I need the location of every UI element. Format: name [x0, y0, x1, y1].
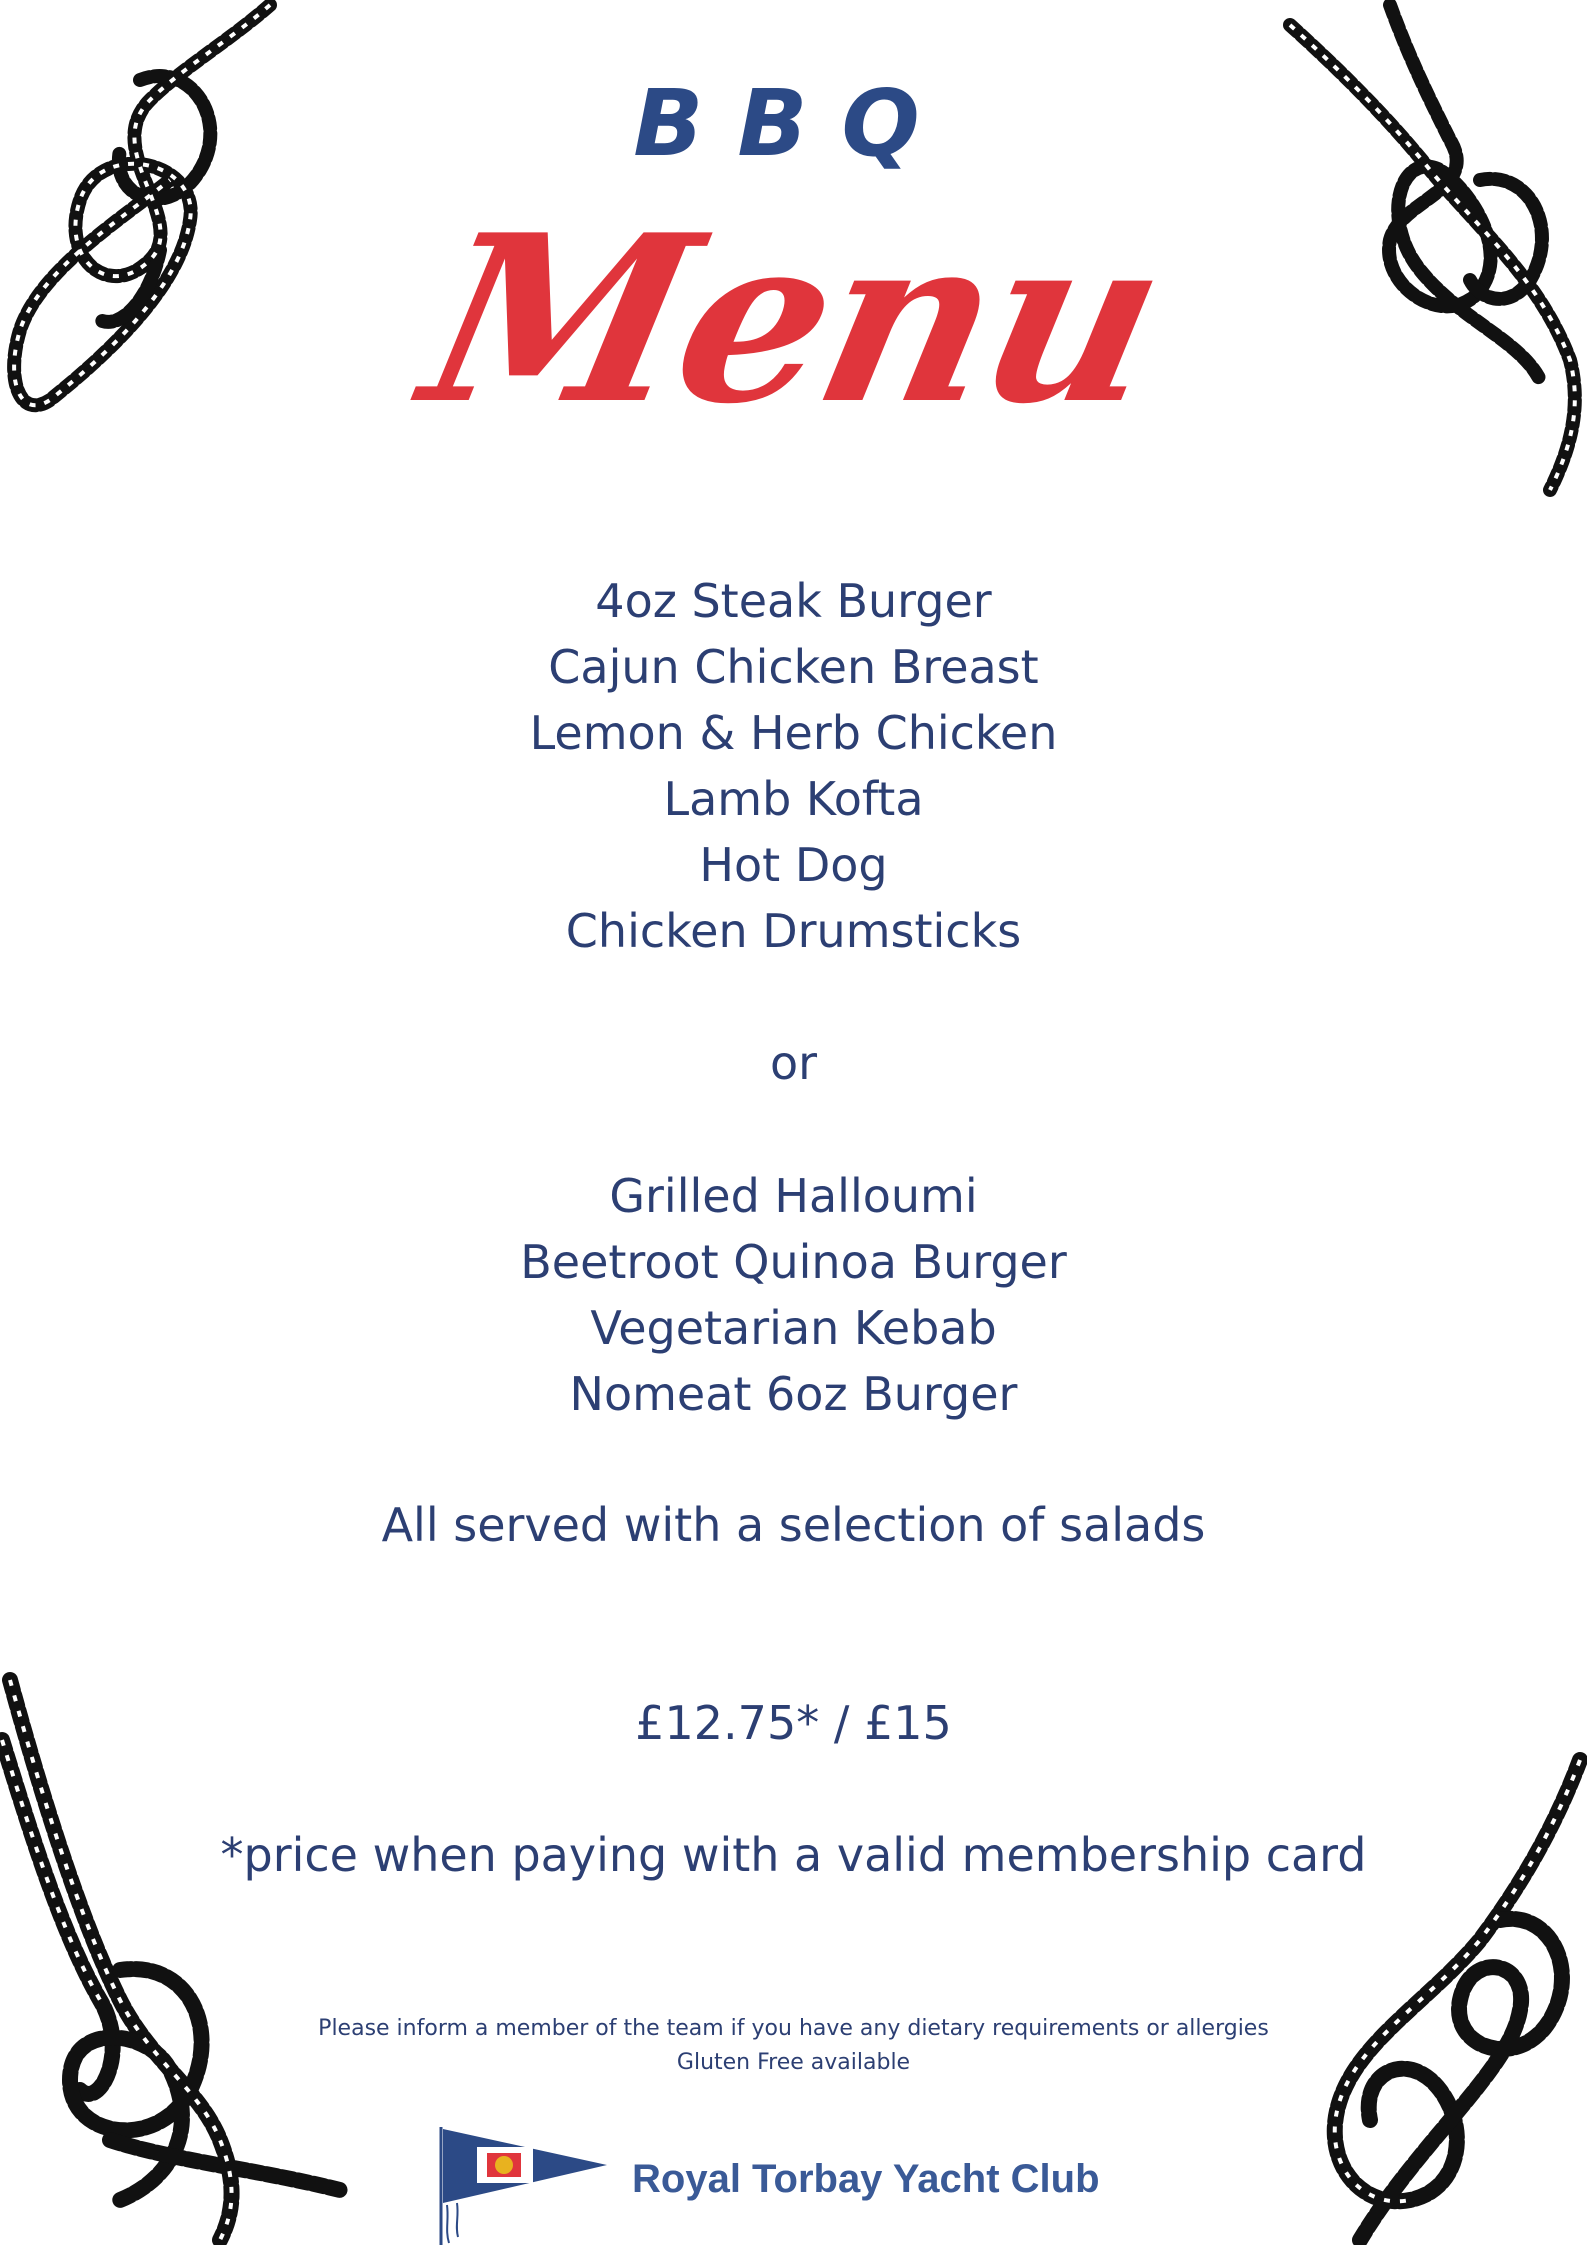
list-item: Beetroot Quinoa Burger: [520, 1235, 1067, 1289]
burgee-flag-icon: [437, 2125, 617, 2249]
allergy-note: Please inform a member of the team if you have any dietary requirements or allergies: [318, 2016, 1269, 2041]
list-item: Lamb Kofta: [663, 772, 924, 826]
meat-items-list: [0, 568, 1587, 964]
gluten-free-note: Gluten Free available: [676, 2050, 911, 2075]
list-item: Chicken Drumsticks: [565, 904, 1022, 958]
list-item: 4oz Steak Burger: [595, 574, 992, 628]
list-item: Nomeat 6oz Burger: [569, 1367, 1018, 1421]
rope-knot-bottom-left-icon: [0, 1670, 350, 2245]
list-item: Grilled Halloumi: [609, 1169, 978, 1223]
bbq-heading: BBQ: [633, 70, 954, 177]
list-item: Cajun Chicken Breast: [548, 640, 1039, 694]
club-logo: [437, 2125, 1157, 2245]
or-separator: or: [769, 1036, 818, 1090]
rope-knot-bottom-right-icon: [1300, 1740, 1587, 2245]
menu-script-heading: Menu: [405, 185, 1182, 455]
price: £12.75* / £15: [635, 1696, 952, 1750]
list-item: Hot Dog: [699, 838, 888, 892]
price-footnote: *price when paying with a valid membership card: [220, 1828, 1367, 1882]
club-name: Royal Torbay Yacht Club: [632, 2157, 1100, 2201]
list-item: Vegetarian Kebab: [590, 1301, 997, 1355]
vegetarian-items-list: [0, 1163, 1587, 1427]
salads-note: All served with a selection of salads: [381, 1498, 1206, 1552]
list-item: Lemon & Herb Chicken: [529, 706, 1058, 760]
